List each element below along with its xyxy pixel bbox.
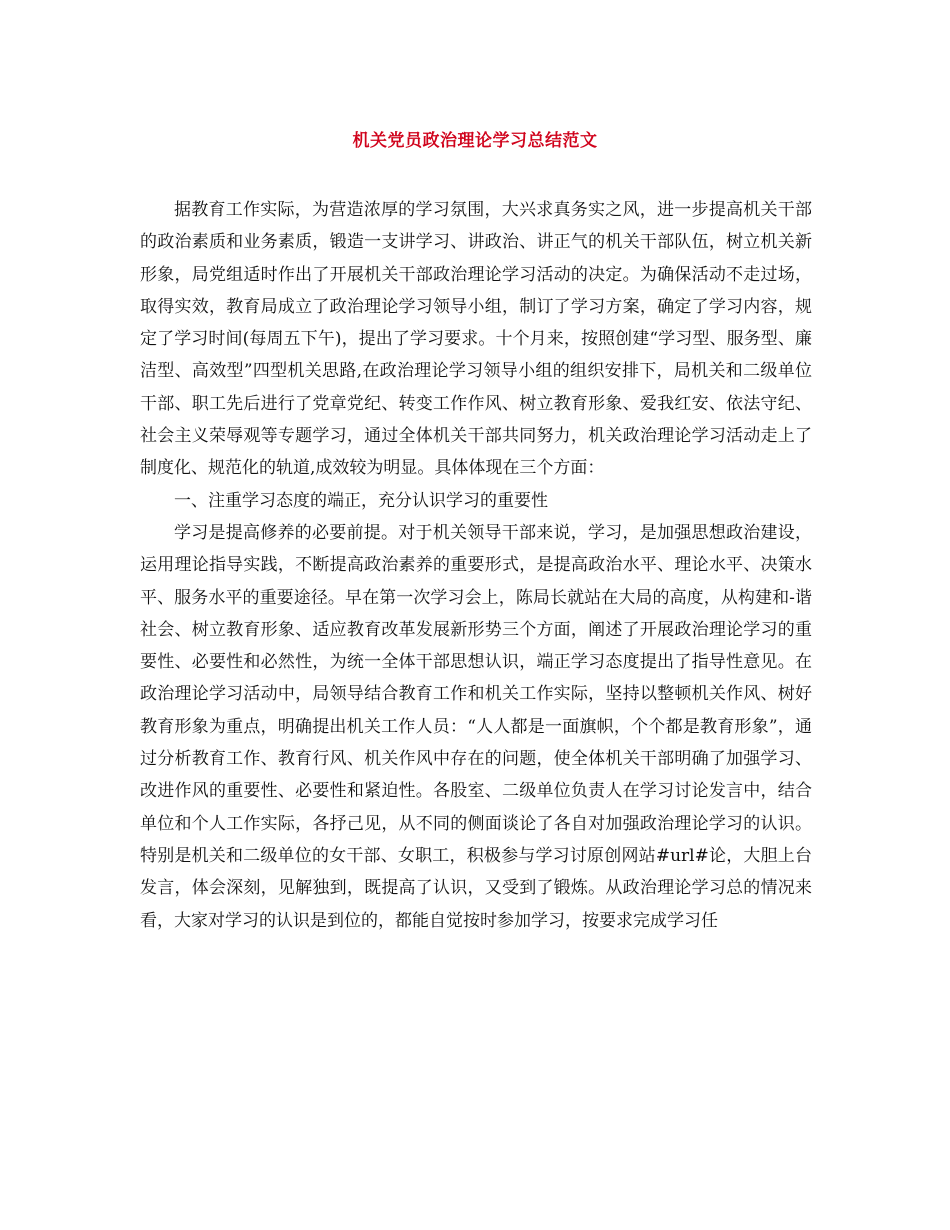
document-body xyxy=(140,194,812,937)
paragraph-intro: 据教育工作实际，为营造浓厚的学习氛围，大兴求真务实之风，进一步提高机关干部的政治素质和业务素质，锻造一支讲学习、讲政治、讲正气的机关干部队伍，树立机关新形象，局党组适时作出了开展机关干部政治理论学习活动的决定。为确保活动不走过场，取得实效，教育局成立了政治理论学习领导小组，制订了学习方案，确定了学习内容，规定了学习时间(每周五下午)，提出了学习要求。十个月来，按照创建“学习型、服务型、廉洁型、高效型”四型机关思路,在政治理论学习领导小组的组织安排下，局机关和二级单位干部、职工先后进行了党章党纪、转变工作作风、树立教育形象、爱我红安、依法守纪、社会主义荣辱观等专题学习，通过全体机关干部共同努力，机关政治理论学习活动走上了制度化、规范化的轨道,成效较为明显。具体体现在三个方面： xyxy=(140,200,812,479)
section-heading-1: 一、注重学习态度的端正，充分认识学习的重要性 xyxy=(174,490,548,511)
paragraph-section-1: 学习是提高修养的必要前提。对于机关领导干部来说，学习，是加强思想政治建设，运用理论指导实践，不断提高政治素养的重要形式，是提高政治水平、理论水平、决策水平、服务水平的重要途径。早在第一次学习会上，陈局长就站在大局的高度，从构建和-谐社会、树立教育形象、适应教育改革发展新形势三个方面，阐述了开展政治理论学习的重要性、必要性和必然性，为统一全体干部思想认识，端正学习态度提出了指导性意见。在政治理论学习活动中，局领导结合教育工作和机关工作实际，坚持以整顿机关作风、树好教育形象为重点，明确提出机关工作人员：“人人都是一面旗帜，个个都是教育形象”，通过分析教育工作、教育行风、机关作风中存在的问题，使全体机关干部明确了加强学习、改进作风的重要性、必要性和紧迫性。各股室、二级单位负责人在学习讨论发言中，结合单位和个人工作实际，各抒己见，从不同的侧面谈论了各自对加强政治理论学习的认识。特别是机关和二级单位的女干部、女职工，积极参与学习讨原创网站#url#论，大胆上台发言，体会深刻，见解独到，既提高了认识，又受到了锻炼。从政治理论学习总的情况来看，大家对学习的认识是到位的，都能自觉按时参加学习，按要求完成学习任 xyxy=(140,522,812,931)
document-title: 机关党员政治理论学习总结范文 xyxy=(352,131,598,151)
